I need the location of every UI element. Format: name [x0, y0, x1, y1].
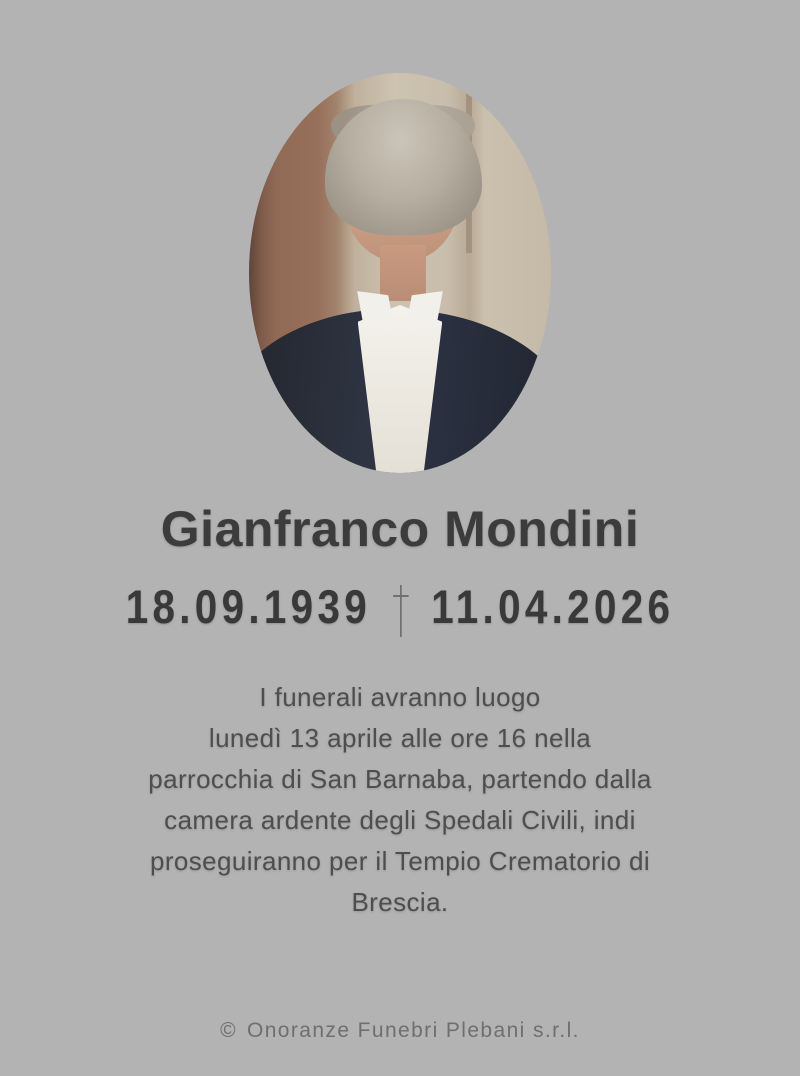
announcement-line: Brescia.	[351, 887, 449, 917]
footer-copyright	[0, 1019, 800, 1043]
copyright-icon: ©	[220, 1019, 237, 1042]
announcement-line: proseguiranno per il Tempio Crematorio di	[149, 846, 651, 876]
deceased-name: Gianfranco Mondini	[160, 501, 640, 557]
neck-shape	[380, 245, 425, 301]
life-dates	[56, 580, 744, 637]
portrait-photo	[249, 73, 551, 473]
cross-icon	[392, 583, 411, 637]
announcement-line: lunedì 13 aprile alle ore 16 nella	[208, 723, 592, 753]
announcement-line: camera ardente degli Spedali Civili, indi	[164, 805, 636, 835]
death-date: 11.04.2026	[431, 580, 675, 633]
funeral-announcement	[0, 677, 800, 923]
birth-date: 18.09.1939	[125, 580, 372, 633]
announcement-line: parrocchia di San Barnaba, partendo dalla	[148, 764, 652, 794]
company-name: Onoranze Funebri Plebani s.r.l.	[246, 1019, 580, 1042]
announcement-line: I funerali avranno luogo	[259, 682, 541, 712]
